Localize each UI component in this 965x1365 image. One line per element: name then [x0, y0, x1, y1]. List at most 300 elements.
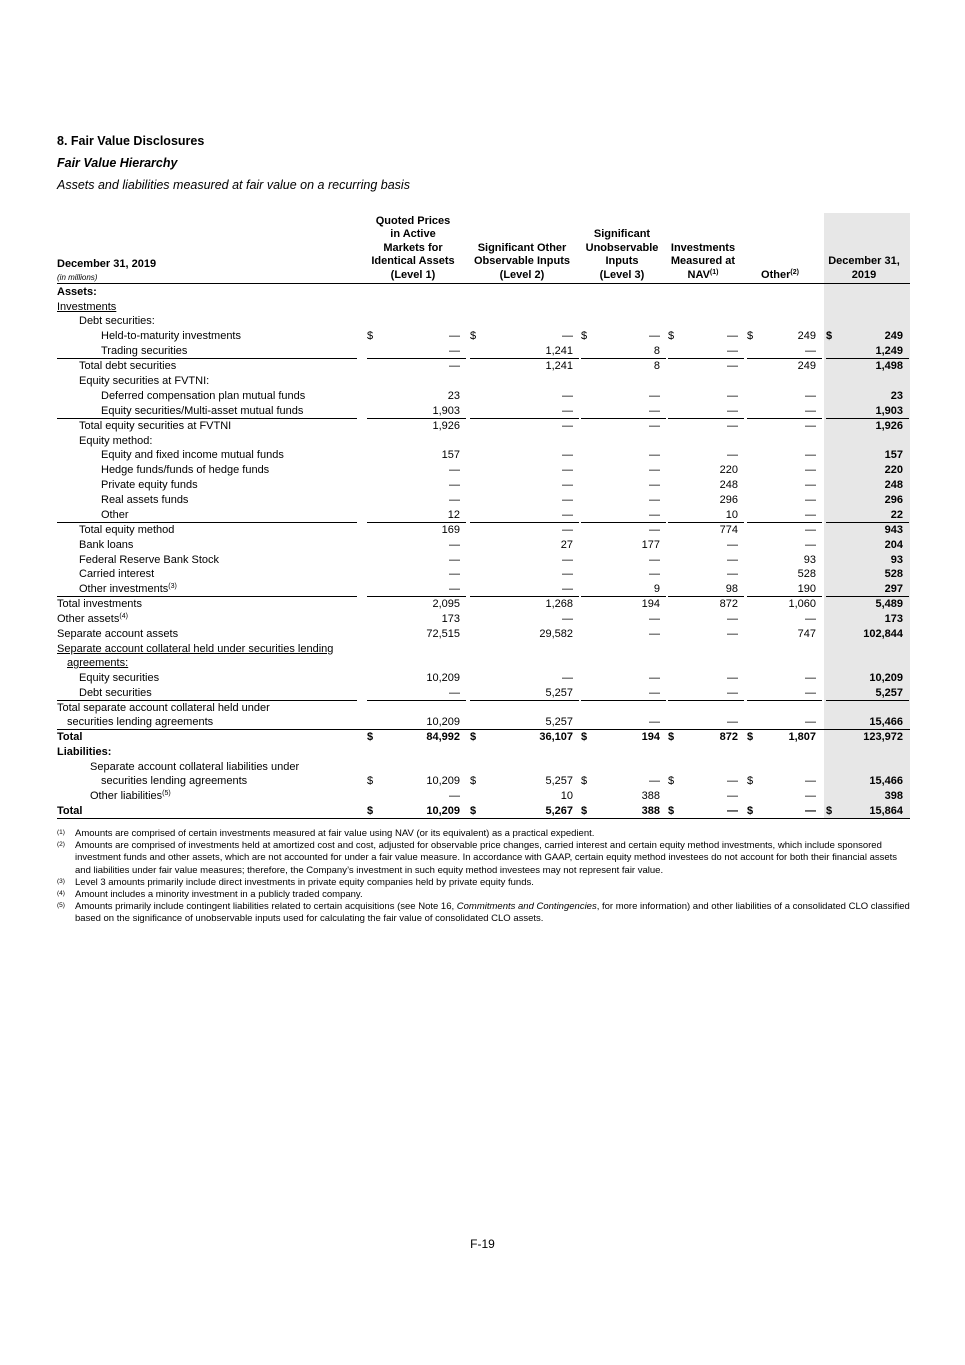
column-header-line: 2019 [851, 268, 877, 281]
row-label [57, 745, 111, 760]
dollar-sign: $ [581, 775, 588, 787]
value-cell: 1,241 [545, 345, 573, 357]
value-cell: 774 [719, 524, 738, 536]
column-header-line: NAV$^{(1)}$ [687, 268, 719, 281]
row-label [79, 434, 152, 449]
value-cell: 1,249 [875, 345, 903, 357]
value-cell: — [805, 494, 816, 506]
row-label-text: Total [57, 731, 83, 743]
row-label [57, 642, 333, 657]
dollar-sign: $ [470, 775, 477, 787]
row-label [79, 582, 177, 597]
value-cell: — [649, 687, 660, 699]
value-cell: 169 [441, 524, 460, 536]
value-cell: — [449, 554, 460, 566]
value-cell: — [805, 509, 816, 521]
dollar-sign: $ [470, 805, 477, 817]
value-cell: — [727, 330, 738, 342]
value-cell: — [649, 554, 660, 566]
column-header-line: (Level 2) [499, 268, 545, 281]
table-row [0, 656, 965, 671]
dollar-sign: $ [747, 330, 754, 342]
value-cell: — [649, 509, 660, 521]
dollar-sign: $ [747, 805, 754, 817]
value-cell: 8 [653, 360, 660, 372]
table-row [0, 448, 965, 463]
row-label [57, 730, 82, 745]
value-cell: 943 [884, 524, 903, 536]
value-cell: 15,466 [869, 716, 903, 728]
row-label [67, 656, 128, 671]
column-header-line: Quoted Prices [375, 214, 451, 227]
table-row [0, 701, 965, 716]
table-row [0, 478, 965, 493]
value-cell: — [449, 568, 460, 580]
row-label-text: agreements: [67, 657, 129, 669]
value-cell: — [562, 464, 573, 476]
value-cell: — [562, 405, 573, 417]
table-row [0, 508, 965, 523]
value-cell: — [727, 672, 738, 684]
value-cell: 157 [884, 449, 903, 461]
table-row [0, 389, 965, 404]
value-cell: — [727, 775, 738, 787]
value-cell: 84,992 [426, 731, 460, 743]
value-cell: — [649, 524, 660, 536]
row-label-text: Total separate account collateral held under [57, 702, 270, 714]
table-row [0, 359, 965, 374]
value-cell: — [805, 405, 816, 417]
row-label [101, 508, 129, 523]
row-label [57, 597, 142, 612]
row-label-text: Other assets [57, 613, 120, 625]
value-cell: 12 [447, 509, 460, 521]
row-label-text: securities lending agreements [101, 775, 248, 787]
row-label [101, 404, 303, 419]
value-cell: 157 [441, 449, 460, 461]
row-label [101, 389, 305, 404]
value-cell: 5,257 [875, 687, 903, 699]
value-cell: — [562, 330, 573, 342]
value-cell: 98 [725, 583, 738, 595]
footnote-text: Amounts are comprised of investments held at amortized cost and cost, adjusted for observable price changes, carried interest and certain equity method investments, which include sponsored investment funds and other assets, which are not accounted for under a fair value measure. In accordance with GAAP, certain equity method investees do not account for both their financial assets and liabilities under fair value measures; therefore, the Company’s investment in such equity method investees may not represent fair value. [75, 840, 898, 876]
value-cell: — [805, 805, 816, 817]
row-label [101, 493, 188, 508]
footnote-number: (4) [57, 890, 65, 898]
footnote [57, 877, 912, 889]
value-cell: — [805, 479, 816, 491]
footnote-number: (1) [57, 829, 65, 836]
dollar-sign: $ [747, 775, 754, 787]
value-cell: 15,466 [869, 775, 903, 787]
value-cell: 1,926 [875, 420, 903, 432]
column-header-line: Investments [670, 241, 736, 254]
footnote [57, 840, 912, 877]
row-label-text: securities lending agreements [67, 716, 214, 728]
table-row [0, 671, 965, 686]
row-label [79, 374, 209, 389]
dollar-sign: $ [367, 330, 374, 342]
value-cell: 15,864 [869, 805, 903, 817]
footnote-text: Level 3 amounts primarily include direct investments in private equity companies held by private equity funds. [75, 876, 534, 888]
value-cell: — [727, 613, 738, 625]
table-row [0, 463, 965, 478]
value-cell: — [649, 330, 660, 342]
row-label-text: Total investments [57, 598, 142, 610]
footnotes [57, 828, 912, 926]
value-cell: — [649, 568, 660, 580]
dollar-sign: $ [470, 330, 477, 342]
row-label-text: Real assets funds [101, 494, 189, 506]
dollar-sign: $ [668, 330, 675, 342]
row-label [101, 463, 269, 478]
row-label [57, 701, 270, 716]
table-row [0, 285, 965, 300]
footnote [57, 828, 912, 840]
value-cell: — [562, 494, 573, 506]
footnote-text: Amounts are comprised of certain investments measured at fair value using NAV (or its equivalent) as a practical expedient. [75, 828, 595, 839]
table-row [0, 627, 965, 642]
footnote-text-italic: Commitments and Contingencies [456, 901, 597, 913]
footnote [57, 901, 912, 925]
dollar-sign: $ [668, 731, 675, 743]
row-label-text: Carried interest [79, 568, 155, 580]
table-row [0, 730, 965, 745]
footnote-text: Amount includes a minority investment in a publicly traded company. [75, 889, 363, 901]
value-cell: — [727, 390, 738, 402]
row-label-text: Equity method: [79, 435, 153, 447]
table-row [0, 789, 965, 804]
dollar-sign: $ [581, 731, 588, 743]
row-label-text: Separate account assets [57, 628, 179, 640]
value-cell: — [449, 360, 460, 372]
value-cell: — [649, 405, 660, 417]
column-header-line: (Level 3) [599, 268, 645, 281]
row-label [79, 671, 159, 686]
value-cell: — [727, 790, 738, 802]
value-cell: — [727, 805, 738, 817]
table-row [0, 582, 965, 597]
value-cell: 249 [884, 330, 903, 342]
row-label-text: Held-to-maturity investments [101, 330, 241, 342]
row-label [90, 760, 299, 775]
row-label-text: Equity securities [79, 672, 160, 684]
table-row [0, 314, 965, 329]
footnote [57, 889, 912, 901]
footnote-number: (3) [57, 877, 65, 885]
value-cell: 1,903 [875, 405, 903, 417]
dollar-sign: $ [581, 330, 588, 342]
value-cell: — [805, 449, 816, 461]
row-label-text: Total equity method [79, 524, 175, 536]
value-cell: 220 [719, 464, 738, 476]
table-row [0, 404, 965, 419]
dollar-sign: $ [826, 330, 833, 342]
value-cell: — [649, 420, 660, 432]
dollar-sign: $ [747, 731, 754, 743]
value-cell: 10,209 [426, 672, 460, 684]
table-row [0, 715, 965, 730]
value-cell: 123,972 [863, 731, 903, 743]
dollar-sign: $ [367, 805, 374, 817]
value-cell: 220 [884, 464, 903, 476]
column-header-line: Observable Inputs [474, 255, 570, 267]
dollar-sign: $ [367, 775, 374, 787]
row-label-text: Federal Reserve Bank Stock [79, 554, 220, 566]
value-cell: 1,268 [545, 598, 573, 610]
table-row [0, 374, 965, 389]
dollar-sign: $ [470, 731, 477, 743]
subsection-title: Fair Value Hierarchy [57, 156, 178, 170]
row-label [79, 359, 176, 374]
row-label [101, 774, 247, 789]
value-cell: 204 [884, 539, 903, 551]
value-cell: — [449, 583, 460, 595]
row-label-text: Other investments [79, 583, 169, 595]
row-label-text: Bank loans [79, 539, 134, 551]
column-header-line: Other$^{(2)}$ [761, 268, 799, 281]
value-cell: — [562, 554, 573, 566]
column-header-line: December 31, [828, 255, 900, 267]
value-cell: — [562, 568, 573, 580]
value-cell: — [805, 420, 816, 432]
value-cell: 194 [641, 731, 660, 743]
table-row [0, 553, 965, 568]
row-label-text: Debt securities: [79, 315, 155, 327]
value-cell: 872 [719, 598, 738, 610]
value-cell: 5,267 [545, 805, 573, 817]
row-label [57, 612, 128, 627]
row-label-text: Investments [57, 301, 117, 313]
table-row [0, 745, 965, 760]
column-header-footnote-ref: (2) [790, 268, 799, 276]
row-label [57, 285, 97, 300]
row-label [67, 715, 213, 730]
row-label [79, 538, 133, 553]
value-cell: — [649, 494, 660, 506]
value-cell: 10,209 [869, 672, 903, 684]
row-label-footnote-ref: (5) [162, 790, 171, 797]
row-label [79, 314, 155, 329]
value-cell: 388 [641, 805, 660, 817]
value-cell: — [805, 775, 816, 787]
column-header-line: Markets for [383, 241, 443, 254]
value-cell: 296 [719, 494, 738, 506]
row-label-text: Hedge funds/funds of hedge funds [101, 464, 270, 476]
value-cell: — [449, 687, 460, 699]
value-cell: — [727, 687, 738, 699]
value-cell: — [649, 479, 660, 491]
row-label [57, 627, 178, 642]
table-row [0, 329, 965, 344]
table-row [0, 434, 965, 449]
value-cell: — [805, 672, 816, 684]
row-label-text: Separate account collateral held under securities lending [57, 643, 334, 655]
column-header-line: Unobservable [585, 241, 659, 254]
value-cell: 5,257 [545, 775, 573, 787]
value-cell: — [562, 672, 573, 684]
dollar-sign: $ [668, 775, 675, 787]
value-cell: 8 [653, 345, 660, 357]
row-label [79, 567, 154, 582]
column-header-line: (Level 1) [390, 268, 436, 281]
row-label-text: Equity and fixed income mutual funds [101, 449, 284, 461]
value-cell: — [649, 775, 660, 787]
footnote-number: (2) [57, 841, 65, 849]
footnote-text-part: , for more information) and other liabilities of a consolidated CLO classified based on the significance of unobservable inputs used for calculating the fair value of consolidated CLO assets. [75, 901, 910, 925]
value-cell: 249 [797, 360, 816, 372]
value-cell: 10 [725, 509, 738, 521]
value-cell: 22 [890, 509, 903, 521]
value-cell: — [449, 330, 460, 342]
table-row [0, 567, 965, 582]
row-label-text: Trading securities [101, 345, 188, 357]
row-label-text: Deferred compensation plan mutual funds [101, 390, 306, 402]
value-cell: — [562, 613, 573, 625]
row-label-text: Total equity securities at FVTNI [79, 420, 232, 432]
table-row [0, 493, 965, 508]
value-cell: 747 [797, 628, 816, 640]
value-cell: 296 [884, 494, 903, 506]
value-cell: 23 [890, 390, 903, 402]
value-cell: — [727, 360, 738, 372]
row-label [101, 344, 187, 359]
row-rule [57, 818, 910, 819]
column-header-line: Identical Assets [371, 255, 455, 267]
row-label [79, 553, 219, 568]
value-cell: — [649, 449, 660, 461]
value-cell: 102,844 [863, 628, 903, 640]
dollar-sign: $ [367, 731, 374, 743]
value-cell: 248 [884, 479, 903, 491]
row-label-footnote-ref: (3) [168, 583, 177, 590]
value-cell: 173 [441, 613, 460, 625]
value-cell: — [562, 479, 573, 491]
value-cell: 190 [797, 583, 816, 595]
dollar-sign: $ [668, 805, 675, 817]
table-row [0, 686, 965, 701]
value-cell: 388 [641, 790, 660, 802]
value-cell: — [562, 524, 573, 536]
value-cell: — [649, 672, 660, 684]
value-cell: — [805, 539, 816, 551]
table-date-header: December 31, 2019 [57, 258, 157, 270]
value-cell: 9 [653, 583, 660, 595]
value-cell: 1,241 [545, 360, 573, 372]
value-cell: 2,095 [432, 598, 460, 610]
column-header-line: Inputs [605, 255, 639, 267]
row-label [101, 448, 284, 463]
footnote-text [75, 901, 912, 925]
table-row [0, 300, 965, 315]
value-cell: — [649, 390, 660, 402]
row-label [79, 686, 152, 701]
value-cell: — [805, 716, 816, 728]
row-label-text: Other [101, 509, 129, 521]
row-label [101, 329, 241, 344]
row-label-text: Liabilities: [57, 746, 112, 758]
table-row [0, 344, 965, 359]
value-cell: — [727, 568, 738, 580]
footnote-number: (5) [57, 902, 65, 910]
value-cell: — [449, 539, 460, 551]
table-row [0, 538, 965, 553]
value-cell: 398 [884, 790, 903, 802]
value-cell: — [727, 449, 738, 461]
footnote-text-part: Amounts primarily include contingent liabilities related to certain acquisitions (see Note 16, [75, 901, 457, 913]
value-cell: — [562, 449, 573, 461]
table-row [0, 597, 965, 612]
row-label-text: Separate account collateral liabilities under [90, 761, 300, 773]
value-cell: — [805, 687, 816, 699]
value-cell: 10,209 [426, 805, 460, 817]
column-header-footnote-ref: (1) [709, 268, 719, 276]
table-row [0, 804, 965, 819]
value-cell: 72,515 [426, 628, 460, 640]
value-cell: — [805, 524, 816, 536]
table-row [0, 612, 965, 627]
value-cell: — [805, 390, 816, 402]
page-number: F-19 [470, 1237, 495, 1251]
row-label [57, 300, 116, 315]
column-header [804, 255, 924, 282]
value-cell: 872 [719, 731, 738, 743]
value-cell: 248 [719, 479, 738, 491]
row-label [90, 789, 171, 804]
value-cell: — [562, 420, 573, 432]
row-label [101, 478, 198, 493]
table-row [0, 760, 965, 775]
value-cell: — [449, 345, 460, 357]
dollar-sign: $ [581, 805, 588, 817]
value-cell: — [449, 479, 460, 491]
column-header [353, 215, 473, 283]
value-cell: 177 [641, 539, 660, 551]
value-cell: 36,107 [539, 731, 573, 743]
section-title: 8. Fair Value Disclosures [57, 134, 205, 148]
value-cell: 5,489 [875, 598, 903, 610]
value-cell: 10,209 [426, 775, 460, 787]
value-cell: 23 [447, 390, 460, 402]
value-cell: — [727, 554, 738, 566]
row-label-text: Equity securities/Multi-asset mutual funds [101, 405, 304, 417]
value-cell: — [562, 390, 573, 402]
value-cell: 528 [884, 568, 903, 580]
value-cell: — [727, 420, 738, 432]
value-cell: 5,257 [545, 716, 573, 728]
value-cell: 1,807 [788, 731, 816, 743]
value-cell: — [805, 464, 816, 476]
value-cell: 1,498 [875, 360, 903, 372]
value-cell: 93 [890, 554, 903, 566]
value-cell: 1,060 [788, 598, 816, 610]
value-cell: 249 [797, 330, 816, 342]
column-header-line: Significant [593, 228, 651, 240]
row-label-text: Total debt securities [79, 360, 177, 372]
table-row [0, 774, 965, 789]
table-description: Assets and liabilities measured at fair value on a recurring basis [57, 178, 410, 192]
value-cell: — [649, 613, 660, 625]
value-cell: 1,903 [432, 405, 460, 417]
header-rule [57, 283, 910, 284]
value-cell: — [727, 405, 738, 417]
value-cell: — [449, 494, 460, 506]
row-label-text: Total [57, 805, 83, 817]
row-label-text: Equity securities at FVTNI: [79, 375, 210, 387]
table-row [0, 523, 965, 538]
value-cell: — [727, 716, 738, 728]
value-cell: — [449, 464, 460, 476]
